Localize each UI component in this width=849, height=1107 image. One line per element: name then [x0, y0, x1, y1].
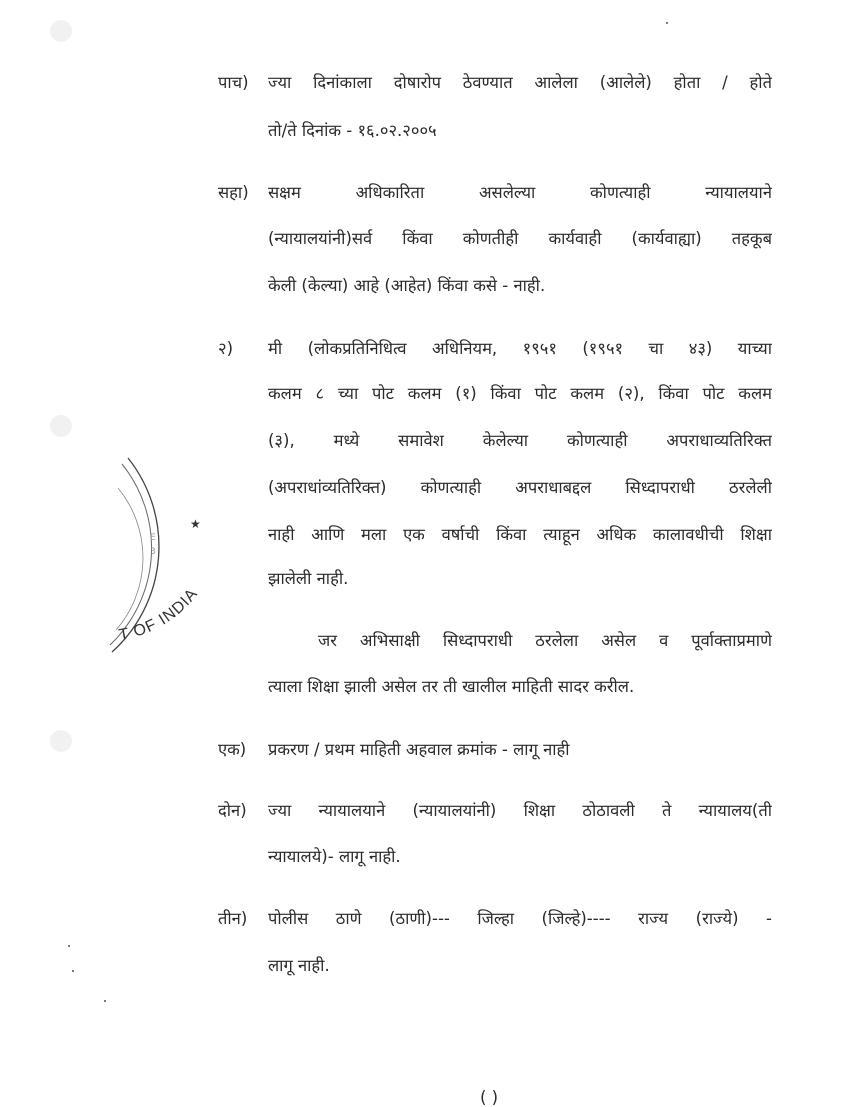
svg-text:T OF INDIA: [118, 585, 202, 644]
item-text-line: सक्षम अधिकारिता असलेल्या कोणत्याही न्यायालयाने: [268, 183, 772, 202]
svg-text:E: E: [150, 533, 156, 543]
paragraph-line: त्याला शिक्षा झाली असेल तर ती खालील माहिती सादर करील.: [268, 677, 635, 696]
official-stamp: [0, 440, 240, 670]
page-number: ( ): [480, 1088, 499, 1107]
item-text-line: नाही आणि मला एक वर्षाची किंवा त्याहून अधिक कालावधीची शिक्षा: [268, 525, 772, 544]
item-text-line: झालेली नाही.: [268, 569, 349, 588]
item-text-line: मी (लोकप्रतिनिधित्व अधिनियम, १९५१ (१९५१ चा ४३) याच्या: [268, 339, 772, 358]
item-text-line: लागू नाही.: [268, 956, 330, 975]
item-label: पाच): [218, 73, 249, 92]
scan-speck: [72, 970, 74, 972]
item-label: तीन): [218, 909, 248, 928]
punch-hole: [50, 730, 72, 752]
stamp-inner-ring: [116, 488, 143, 630]
item-text-line: कलम ८ च्या पोट कलम (१) किंवा पोट कलम (२), किंवा पोट कलम: [268, 384, 772, 403]
item-label: सहा): [218, 183, 249, 202]
item-label: एक): [218, 740, 247, 759]
item-text-line: (अपराधांव्यतिरिक्त) कोणत्याही अपराधाबद्दल सिध्दापराधी ठरलेली: [268, 478, 772, 497]
item-text-line: ज्या न्यायालयाने (न्यायालयांनी) शिक्षा ठोठावली ते न्यायालय(ती: [268, 801, 772, 820]
item-text-line: प्रकरण / प्रथम माहिती अहवाल क्रमांक - लागू नाही: [268, 740, 570, 759]
item-text-line: पोलीस ठाणे (ठाणी)--- जिल्हा (जिल्हे)---- राज्य (राज्ये) -: [268, 909, 772, 928]
item-text-line: तो/ते दिनांक - १६.०२.२००५: [268, 121, 437, 140]
scan-speck: [666, 22, 668, 24]
scan-speck: [68, 945, 70, 947]
svg-text:3: 3: [150, 547, 156, 557]
punch-hole: [50, 20, 72, 42]
stamp-star-icon: ★: [190, 517, 201, 531]
stamp-text: T OF INDIA: [117, 585, 202, 645]
item-text-line: ज्या दिनांकाला दोषारोप ठेवण्यात आलेला (आलेले) होता / होते: [268, 73, 772, 92]
item-text-line: न्यायालये)- लागू नाही.: [268, 847, 401, 866]
item-label: २): [218, 339, 234, 358]
item-text-line: (३), मध्ये समावेश केलेल्या कोणत्याही अपराधाव्यतिरिक्त: [268, 431, 772, 450]
item-text-line: (न्यायालयांनी)सर्व किंवा कोणतीही कार्यवाही (कार्यवाह्या) तहकूब: [268, 229, 772, 248]
stamp-ring: [110, 464, 152, 645]
scan-speck: [104, 1000, 106, 1002]
paragraph-line: जर अभिसाक्षी सिध्दापराधी ठरलेला असेल व पूर्वाक्ताप्रमाणे: [318, 631, 772, 650]
item-text-line: केली (केल्या) आहे (आहेत) किंवा कसे - नाही.: [268, 276, 546, 295]
punch-hole: [50, 415, 72, 437]
item-label: दोन): [218, 801, 247, 820]
